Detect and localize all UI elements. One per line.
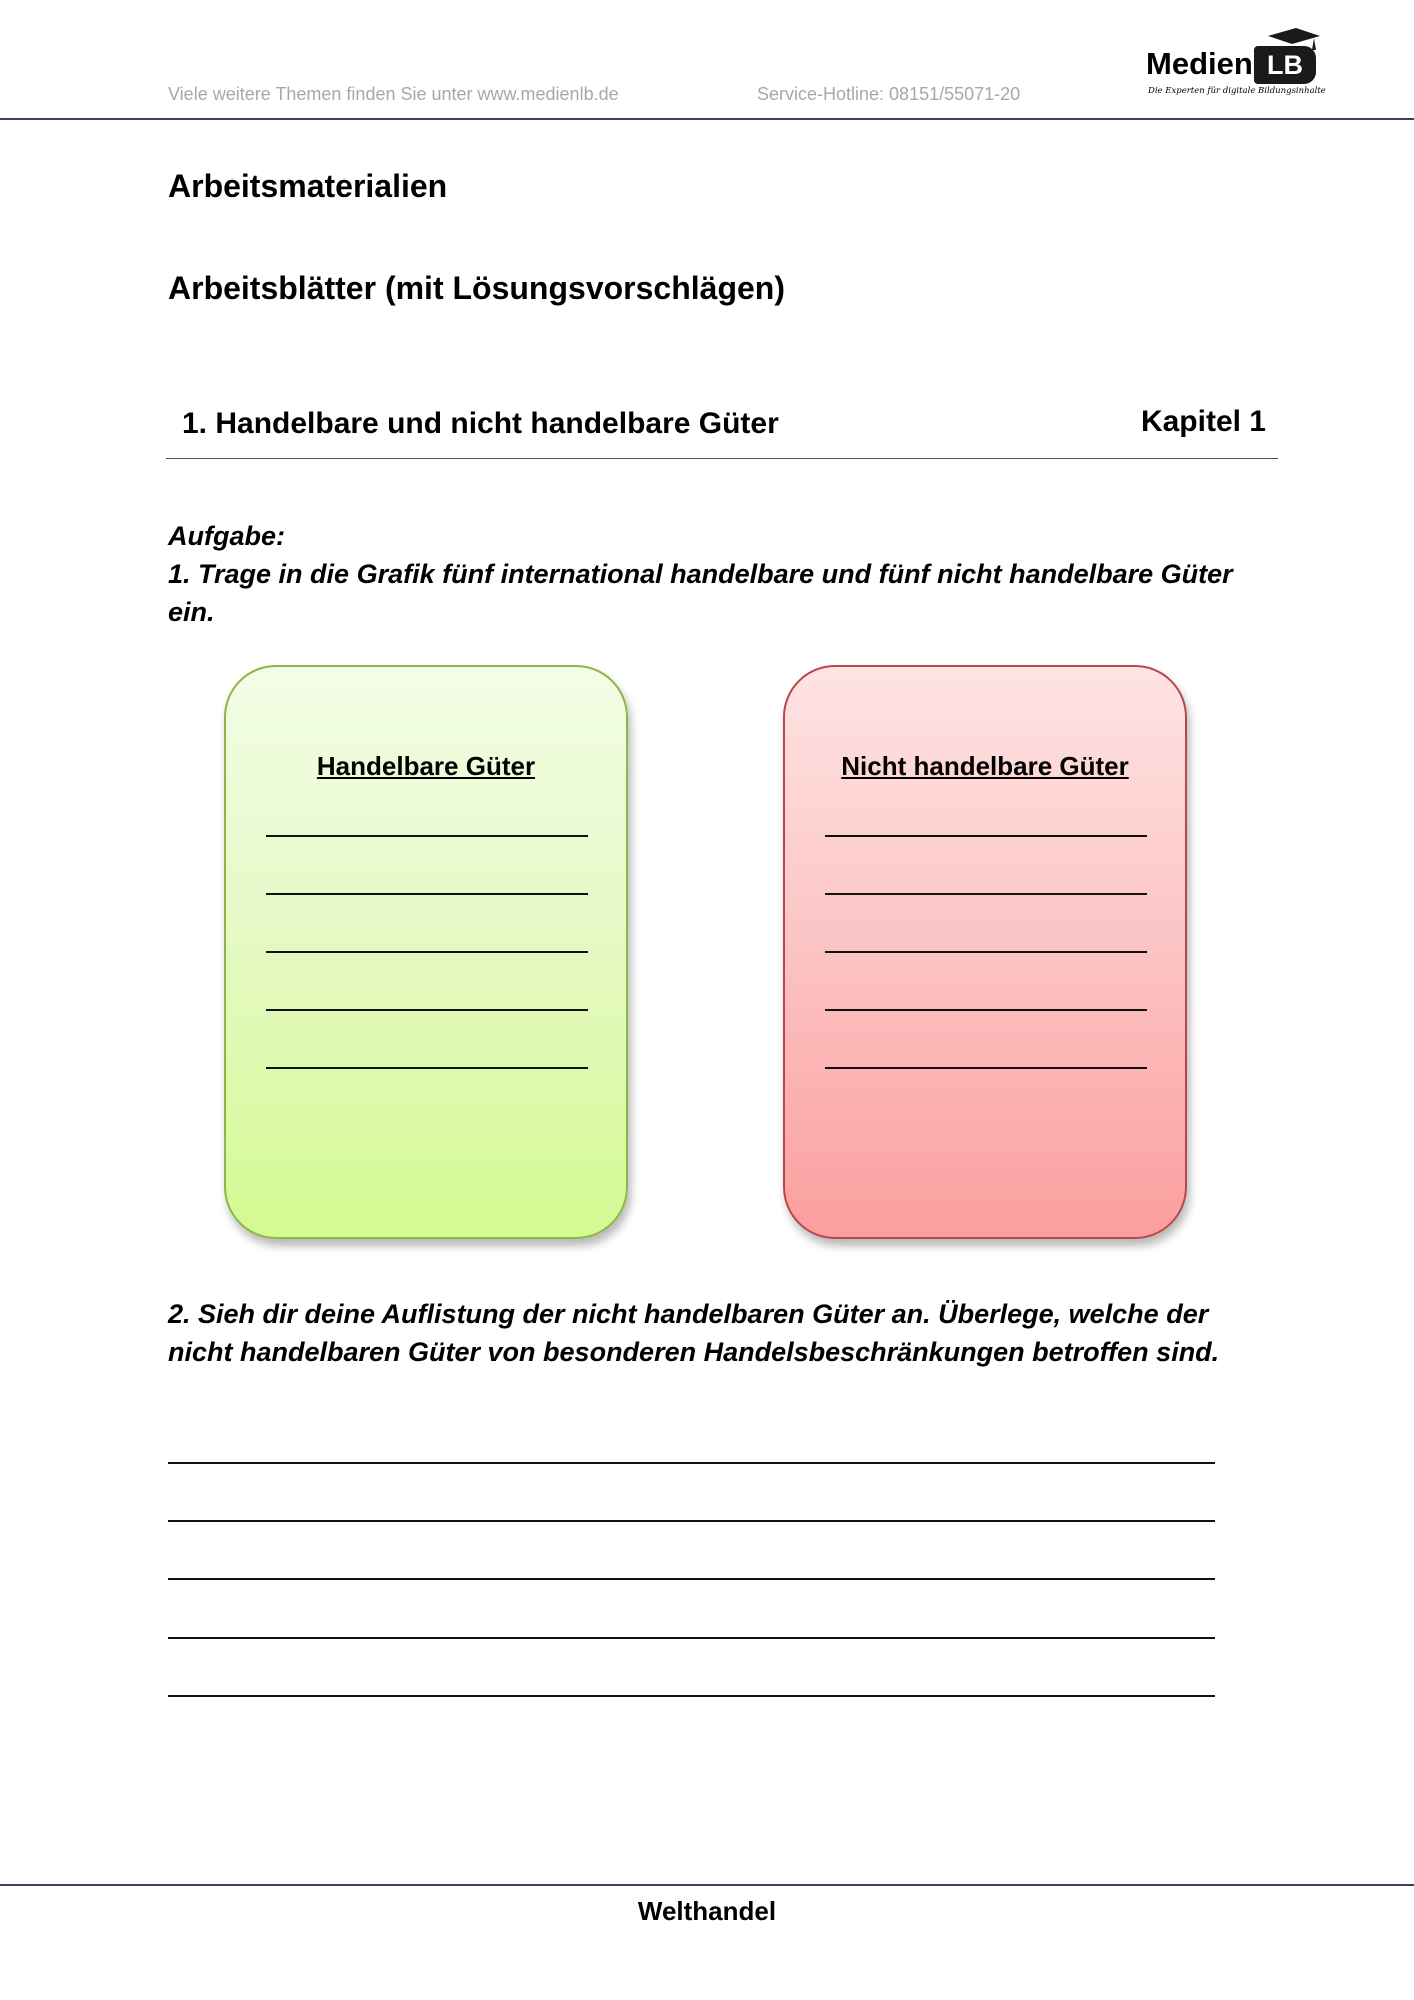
answer-line[interactable] <box>266 1009 588 1011</box>
writing-line[interactable] <box>168 1637 1215 1639</box>
page-subheading: Arbeitsblätter (mit Lösungsvorschlägen) <box>168 270 785 306</box>
task-question-2: 2. Sieh dir deine Auflistung der nicht handelbaren Güter an. Überlege, welche der nicht handelbaren Güter von besonderen Handelsbeschränkungen betroffen sind. <box>168 1299 1220 1367</box>
chapter-label: Kapitel 1 <box>1140 405 1266 438</box>
logo-tagline: Die Experten für digitale Bildungsinhalte <box>1148 86 1326 96</box>
answer-line[interactable] <box>825 1009 1147 1011</box>
footer-title: Welthandel <box>637 1896 777 1926</box>
task-label: Aufgabe: <box>168 521 285 551</box>
writing-line[interactable] <box>168 1695 1215 1697</box>
logo-word: Medien <box>1146 46 1253 81</box>
answer-line[interactable] <box>825 893 1147 895</box>
service-hotline: Service-Hotline: 08151/55071-20 <box>757 84 1021 104</box>
graduation-cap-icon <box>1262 26 1322 54</box>
answer-line[interactable] <box>266 951 588 953</box>
tradable-goods-card <box>224 665 628 1239</box>
tradable-goods-title: Handelbare Güter <box>316 751 536 781</box>
answer-line[interactable] <box>825 951 1147 953</box>
answer-line[interactable] <box>266 893 588 895</box>
answer-line[interactable] <box>266 1067 588 1069</box>
logo-badge: LB <box>1254 46 1316 84</box>
footer-divider <box>0 1884 1414 1886</box>
writing-line[interactable] <box>168 1520 1215 1522</box>
writing-line[interactable] <box>168 1462 1215 1464</box>
non-tradable-goods-title: Nicht handelbare Güter <box>841 751 1129 781</box>
medienlb-logo <box>1140 22 1330 102</box>
section-title: 1. Handelbare und nicht handelbare Güter <box>182 407 779 440</box>
answer-line[interactable] <box>825 1067 1147 1069</box>
answer-line[interactable] <box>825 835 1147 837</box>
section-divider <box>166 458 1278 459</box>
non-tradable-goods-card <box>783 665 1187 1239</box>
task-question-1: 1. Trage in die Grafik fünf international handelbare und fünf nicht handelbare Güter ein. <box>168 559 1233 627</box>
website-note: Viele weitere Themen finden Sie unter www.medienlb.de <box>168 84 619 104</box>
header-divider <box>0 118 1414 120</box>
answer-line[interactable] <box>266 835 588 837</box>
writing-line[interactable] <box>168 1578 1215 1580</box>
page-heading: Arbeitsmaterialien <box>168 168 448 204</box>
